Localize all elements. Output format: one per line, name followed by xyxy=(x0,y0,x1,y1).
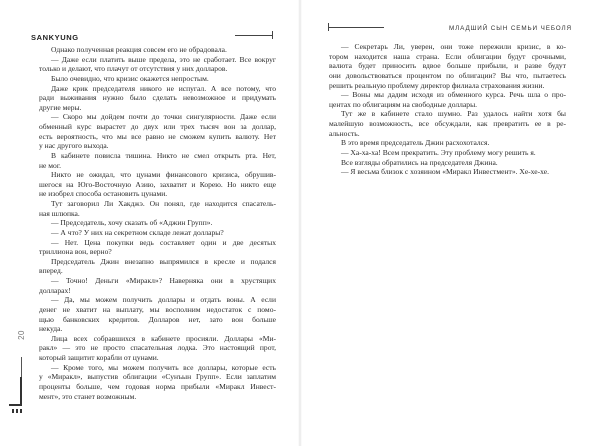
text-line: Лица всех собравшихся в кабинете просияли. Доллары «Ми- xyxy=(51,333,276,343)
text-line: — Кроме того, мы можем получить все доллары, которые есть xyxy=(51,362,276,372)
text-line: альность. xyxy=(329,128,360,138)
left-text-column xyxy=(39,45,276,401)
text-line: проценты больше, чем годовая норма прибыли «Миракл Инвест- xyxy=(39,381,276,391)
text-line: ракл» — это не просто спасательная лодка. Это настоящий прот, xyxy=(39,343,276,353)
text-line: вперед. xyxy=(39,266,63,276)
right-page xyxy=(300,0,600,446)
right-text-column xyxy=(329,42,566,177)
text-line: — Я весьма близок с хозяином «Миракл Инвестмент». Хе-хе-хе. xyxy=(341,167,549,177)
text-line: денег не хватит на выплату, мы восполним недостаток с помо- xyxy=(39,304,276,314)
text-line: — А что? У них на секретном складе лежат доллары? xyxy=(51,227,224,237)
text-line: — Нет. Цена покупки ведь составляет один и две десятых xyxy=(51,237,276,247)
text-line: долларах! xyxy=(39,285,71,295)
text-line: В это время председатель Джин расхохотался. xyxy=(341,138,490,148)
text-line: тором находится наша страна. Если облигации будут срочными, xyxy=(329,51,566,61)
text-line: ная шлюпка. xyxy=(39,208,80,218)
text-line: есть вероятность, что мы все равно не сможем купить валюту. Нет xyxy=(39,131,276,141)
text-line: у «Миракл», выпустив облигации «Сунъын Групп». Если заплатим xyxy=(39,372,276,382)
text-line: не изобрел способа остановить цунами. xyxy=(39,189,168,199)
text-line: решить реальную проблему директор филиала страхования жизни. xyxy=(329,80,545,90)
text-line: В кабинете повисла тишина. Никто не смел открыть рта. Нет, xyxy=(51,150,276,160)
text-line: Тут заговорил Ли Хакджэ. Он понял, где находится спасатель- xyxy=(51,199,276,208)
text-line: обменный курс вырастет до двух или трех тысяч вон за доллар, xyxy=(39,122,276,131)
text-line: — Ха-ха-ха! Всем прекратить. Эту проблему могу решить я. xyxy=(341,147,536,157)
text-line: — Точно! Деньги «Миракл»? Наверняка они в хрустящих xyxy=(51,276,276,285)
text-line: шегося на Юго-Восточную Азию, захватит и Корею. Но никто еще xyxy=(39,179,276,189)
header-rule-left xyxy=(235,35,273,36)
text-line: малейшую возможность, все обсуждали, как превратить ее в ре- xyxy=(329,119,566,128)
text-line: — Даже если платить выше предела, это не сработает. Все вокруг xyxy=(51,54,276,64)
running-head-right: МЛАДШИЙ СЫН СЕМЬИ ЧЕБОЛЯ xyxy=(448,25,572,32)
text-line: — Да, мы можем получить доллары и отдать воны. А если xyxy=(51,295,276,305)
text-line: валюта будет приносить вдвое больше прибыли, и разве будут xyxy=(329,61,566,71)
text-line: ради выживания нужно было сделать невозможное и придумать xyxy=(39,93,276,103)
text-line: — Воны мы дадим исходя из обменного курса. Речь шла о про- xyxy=(341,90,566,100)
corner-ornament-icon xyxy=(5,375,29,415)
text-line: триллиона вон, верно? xyxy=(39,247,112,257)
text-line: — Председатель, хочу сказать об «Аджин Групп». xyxy=(51,218,213,228)
text-line: Однако полученная реакция совсем его не обрадовала. xyxy=(51,45,227,54)
text-line: некуда. xyxy=(39,324,63,334)
text-line: Никто не ожидал, что цунами финансового кризиса, обрушив- xyxy=(51,170,276,180)
text-line: не мог. xyxy=(39,160,61,170)
text-line: мент», это станет возможным. xyxy=(39,391,137,401)
text-line: только и делают, что плачут от отсутствия у них долларов. xyxy=(39,64,228,74)
text-line: Было очевидно, что кризис окажется непростым. xyxy=(51,73,209,83)
text-line: — Секретарь Ли, уверен, они тоже пережили кризис, в ко- xyxy=(341,42,566,51)
text-line: Председатель Джин внезапно выпрямился в кресле и подался xyxy=(51,256,276,266)
text-line: Даже крик председателя никого не испугал. А все потому, что xyxy=(51,83,276,93)
text-line: центах по облигациям на свободные доллары. xyxy=(329,99,478,109)
text-line: который защитит корабли от цунами. xyxy=(39,353,159,362)
header-rule-right xyxy=(328,27,384,28)
page-number: 20 xyxy=(17,330,26,340)
text-line: у нас другого выхода. xyxy=(39,141,109,151)
text-line: Все взгляды обратились на председателя Джина. xyxy=(341,157,498,167)
text-line: они довольствоваться процентом по облигации? Вы что, пытаетесь xyxy=(329,70,566,80)
text-line: Тут же в кабинете стало шумно. Раз удалось найти хотя бы xyxy=(341,109,566,119)
text-line: — Скоро мы дойдем почти до точки сингулярности. Даже если xyxy=(51,112,276,122)
text-line: другие меры. xyxy=(39,102,82,112)
text-line: щью банковских кредитов. Долларов нет, зато вон больше xyxy=(39,314,276,324)
running-head-left: SANKYUNG xyxy=(31,33,79,42)
